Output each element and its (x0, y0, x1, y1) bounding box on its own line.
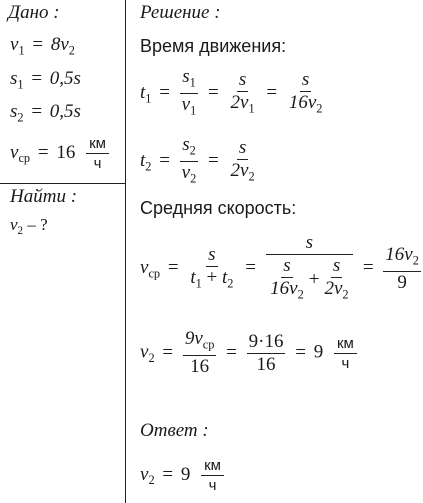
time-label: Время движения: (140, 36, 287, 56)
unit-kmh: км ч (86, 134, 109, 173)
answer-heading: Ответ : (140, 420, 209, 441)
equation-t2: $t_2$ = $\frac{s_2}{v_2}$ = $\frac{s}{2v_2}$ (140, 134, 255, 186)
given-line-v1: $v_1 = 8v_2$ (10, 34, 75, 58)
given-line-vavg: $v_{ср} = 16$ км ч (10, 134, 109, 173)
equation-v2: $v_2$ = $\frac{9v_{ср}}{16}$ = $\frac{9\cdot 16}{16}$ = 9 км ч (140, 328, 357, 378)
given-line-s2: $s_2 = 0,5s$ (10, 101, 81, 125)
equation-vavg: $v_{ср}$ = $\frac{s}{t_1 + t_2}$ = s $\frac{s}{16v_2}$ + $\frac{s}{2v_2}$ = $\frac{16v_2}{9}$ (140, 232, 419, 302)
avg-speed-label: Средняя скорость: (140, 198, 297, 218)
find-heading: Найти : (10, 186, 78, 207)
unit-kmh: км ч (201, 456, 224, 495)
given-line-s1: $s_1 = 0,5s$ (10, 68, 81, 92)
column-divider (125, 0, 126, 503)
answer-expression: $v_2 = 9$ км ч (140, 456, 224, 495)
solution-heading: Решение : (140, 2, 221, 23)
given-heading: Дано : (8, 2, 60, 23)
find-expression: $v_2$ – ? (10, 215, 48, 237)
given-find-divider (0, 183, 125, 184)
unit-kmh: км ч (334, 334, 357, 373)
equation-t1: $t_1$ = $\frac{s_1}{v_1}$ = $\frac{s}{2v_1}$ = $\frac{s}{16v_2}$ (140, 66, 323, 118)
